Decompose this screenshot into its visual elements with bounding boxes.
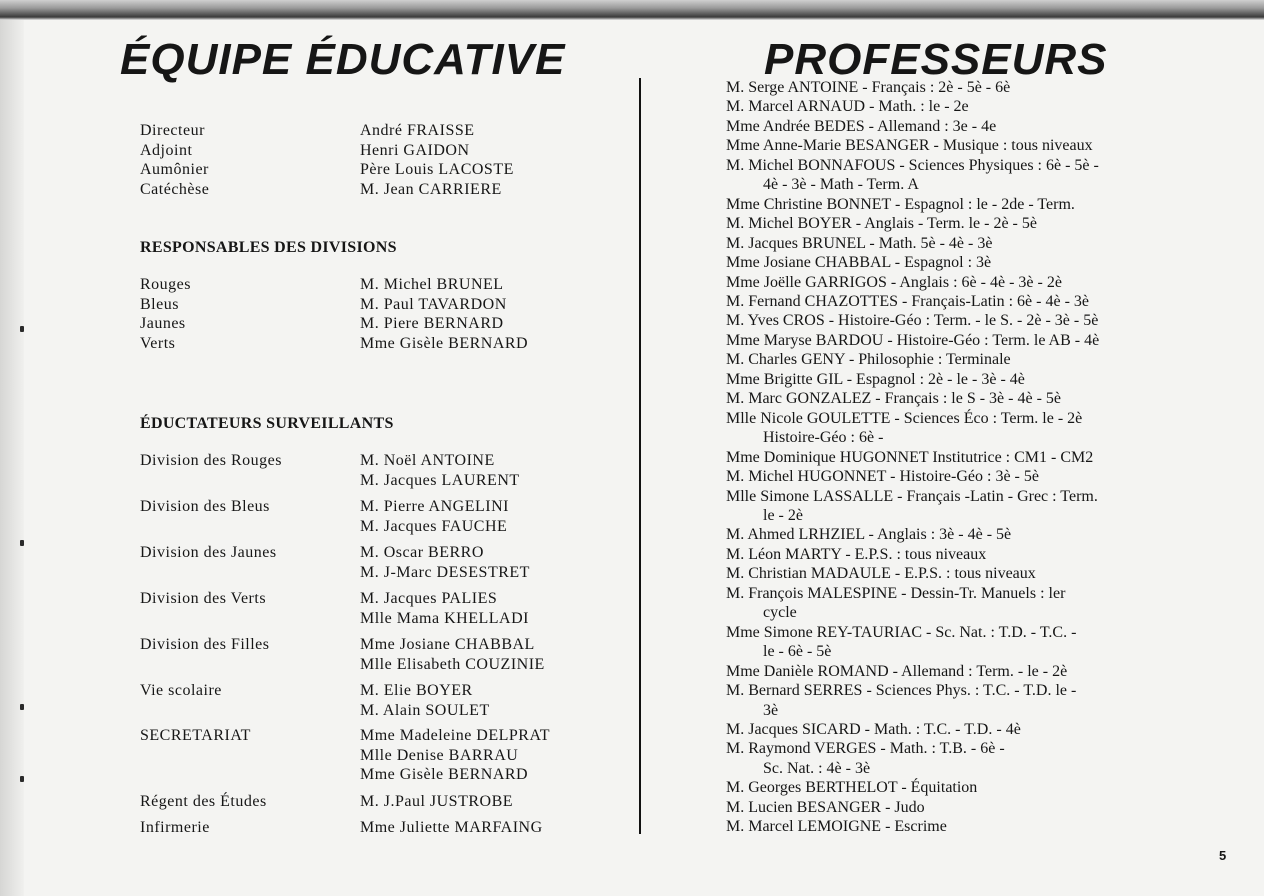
professor-entry: Mme Joëlle GARRIGOS - Anglais : 6è - 4è - 3è - 2è [726, 273, 1062, 291]
professor-entry: M. Michel HUGONNET - Histoire-Géo : 3è - 5è [726, 468, 1039, 486]
staff-name: Mlle Mama KHELLADI [360, 609, 529, 627]
page-number: 5 [1219, 848, 1227, 863]
role-label: Adjoint [140, 141, 193, 159]
staff-names [360, 497, 509, 536]
professor-entry-continuation: le - 6è - 5è [763, 643, 832, 661]
staff-names [360, 681, 490, 720]
professor-entry: M. Serge ANTOINE - Français : 2è - 5è - 6è [726, 79, 1011, 96]
professor-entry: Mme Anne-Marie BESANGER - Musique : tous niveaux [726, 137, 1093, 155]
professor-entry: M. Fernand CHAZOTTES - Français-Latin : 6è - 4è - 3è [726, 292, 1090, 310]
role-label: SECRETARIAT [140, 727, 251, 744]
role-label: Infirmerie [140, 819, 210, 836]
professor-entry: M. Michel BONNAFOUS - Sciences Physiques : 6è - 5è - [726, 156, 1099, 174]
right-page-title: PROFESSEURS [764, 35, 1108, 84]
staff-names [360, 589, 529, 628]
professor-entry-continuation: le - 2è [763, 506, 803, 524]
role-label: Rouges [140, 276, 191, 293]
staff-name: M. Jacques LAURENT [360, 471, 520, 489]
professor-entry-continuation: 4è - 3è - Math - Term. A [763, 176, 919, 194]
professor-entry: M. Bernard SERRES - Sciences Phys. : T.C. - T.D. le - [726, 682, 1077, 700]
professor-entry: M. Yves CROS - Histoire-Géo : Term. - le S. - 2è - 3è - 5è [726, 312, 1099, 330]
role-label: Vie scolaire [140, 682, 222, 699]
column-divider [639, 78, 641, 834]
staff-name: Mme Gisèle BERNARD [360, 334, 529, 352]
division-names [360, 275, 528, 353]
left-page-title: ÉQUIPE ÉDUCATIVE [120, 35, 566, 84]
role-label: Catéchèse [140, 180, 210, 198]
staff-names [360, 818, 543, 838]
staff-name: Mme Gisèle BERNARD [360, 766, 529, 783]
professor-entry: M. Marcel LEMOIGNE - Escrime [726, 818, 947, 836]
administration-names [360, 121, 514, 199]
professor-entry: M. Raymond VERGES - Math. : T.B. - 6è - [726, 740, 1005, 758]
professor-entry: M. Marcel ARNAUD - Math. : le - 2e [726, 98, 969, 116]
role-label: Verts [140, 334, 176, 352]
professor-entry: M. Charles GENY - Philosophie : Terminale [726, 351, 1011, 369]
role-label: Bleus [140, 295, 179, 313]
staff-names [360, 451, 520, 490]
staff-names [360, 792, 513, 812]
staff-names [360, 543, 530, 582]
staff-name: Henri GAIDON [360, 141, 470, 159]
staff-name: M. Michel BRUNEL [360, 276, 504, 293]
professor-entry: M. Ahmed LRHZIEL - Anglais : 3è - 4è - 5è [726, 526, 1012, 544]
professor-entry-continuation: 3è [763, 701, 779, 719]
professor-entry: M. Léon MARTY - E.P.S. : tous niveaux [726, 545, 987, 563]
staff-name: M. J.Paul JUSTROBE [360, 793, 514, 810]
role-label: Division des Bleus [140, 498, 270, 515]
staff-name: Mlle Denise BARRAU [360, 746, 519, 764]
staff-name: M. Jacques FAUCHE [360, 517, 508, 535]
surveillants-heading: ÉDUCTATEURS SURVEILLANTS [140, 415, 394, 432]
staff-name: M. Jacques PALIES [360, 590, 498, 607]
professor-entry: Mlle Nicole GOULETTE - Sciences Éco : Term. le - 2è [726, 409, 1083, 427]
role-label: Division des Filles [140, 636, 270, 653]
divisions-heading: RESPONSABLES DES DIVISIONS [140, 239, 397, 256]
professors-list [726, 78, 1156, 837]
role-label: Aumônier [140, 161, 209, 178]
staff-name: M. Noël ANTOINE [360, 452, 495, 469]
professor-entry: Mme Dominique HUGONNET Institutrice : CM1 - CM2 [726, 448, 1094, 466]
staff-name: M. Paul TAVARDON [360, 295, 507, 313]
professor-entry: M. Michel BOYER - Anglais - Term. le - 2è - 5è [726, 215, 1037, 233]
professor-entry: Mlle Simone LASSALLE - Français -Latin - Grec : Term. [726, 487, 1098, 505]
professor-entry: Mme Josiane CHABBAL - Espagnol : 3è [726, 254, 992, 272]
professor-entry: M. Christian MADAULE - E.P.S. : tous niveaux [726, 565, 1036, 583]
role-label: Directeur [140, 122, 205, 139]
staff-name: Mme Juliette MARFAING [360, 819, 543, 836]
professor-entry: M. Jacques BRUNEL - Math. 5è - 4è - 3è [726, 234, 993, 252]
staff-name: André FRAISSE [360, 122, 475, 139]
professor-entry: M. Jacques SICARD - Math. : T.C. - T.D. - 4è [726, 720, 1021, 738]
professor-entry: Mme Simone REY-TAURIAC - Sc. Nat. : T.D. - T.C. - [726, 623, 1077, 641]
professor-entry-continuation: Histoire-Géo : 6è - [763, 429, 884, 447]
staff-names [360, 635, 545, 674]
professor-entry: M. Lucien BESANGER - Judo [726, 798, 925, 816]
staff-name: M. Pierre ANGELINI [360, 498, 509, 515]
staff-name: Père Louis LACOSTE [360, 161, 514, 178]
professor-entry: M. François MALESPINE - Dessin-Tr. Manuels : ler [726, 584, 1066, 602]
staff-name: M. Jean CARRIERE [360, 180, 502, 198]
role-label: Division des Rouges [140, 452, 282, 469]
professor-entry: Mme Christine BONNET - Espagnol : le - 2de - Term. [726, 195, 1075, 213]
professor-entry: Mme Danièle ROMAND - Allemand : Term. - le - 2è [726, 662, 1068, 680]
professor-entry: Mme Andrée BEDES - Allemand : 3e - 4e [726, 117, 997, 135]
professor-entry: Mme Maryse BARDOU - Histoire-Géo : Term. le AB - 4è [726, 331, 1100, 349]
staff-names [360, 726, 550, 785]
staff-name: M. J-Marc DESESTRET [360, 563, 530, 581]
role-label: Division des Jaunes [140, 544, 277, 561]
staff-name: Mme Madeleine DELPRAT [360, 727, 551, 744]
staff-name: Mlle Elisabeth COUZINIE [360, 655, 545, 673]
role-label: Jaunes [140, 315, 186, 332]
professor-entry: Mme Brigitte GIL - Espagnol : 2è - le - 3è - 4è [726, 370, 1025, 388]
professor-entry-continuation: Sc. Nat. : 4è - 3è [763, 759, 871, 777]
professor-entry: M. Marc GONZALEZ - Français : le S - 3è - 4è - 5è [726, 390, 1062, 408]
professor-entry-continuation: cycle [763, 604, 797, 622]
role-label: Régent des Études [140, 793, 267, 810]
staff-name: Mme Josiane CHABBAL [360, 636, 535, 653]
role-label: Division des Verts [140, 590, 267, 607]
staff-name: M. Piere BERNARD [360, 315, 504, 332]
division-roles [140, 275, 191, 353]
staff-name: M. Oscar BERRO [360, 544, 484, 561]
administration-roles [140, 121, 209, 199]
staff-name: M. Alain SOULET [360, 701, 490, 719]
professor-entry: M. Georges BERTHELOT - Équitation [726, 779, 978, 797]
staff-name: M. Elie BOYER [360, 682, 473, 699]
